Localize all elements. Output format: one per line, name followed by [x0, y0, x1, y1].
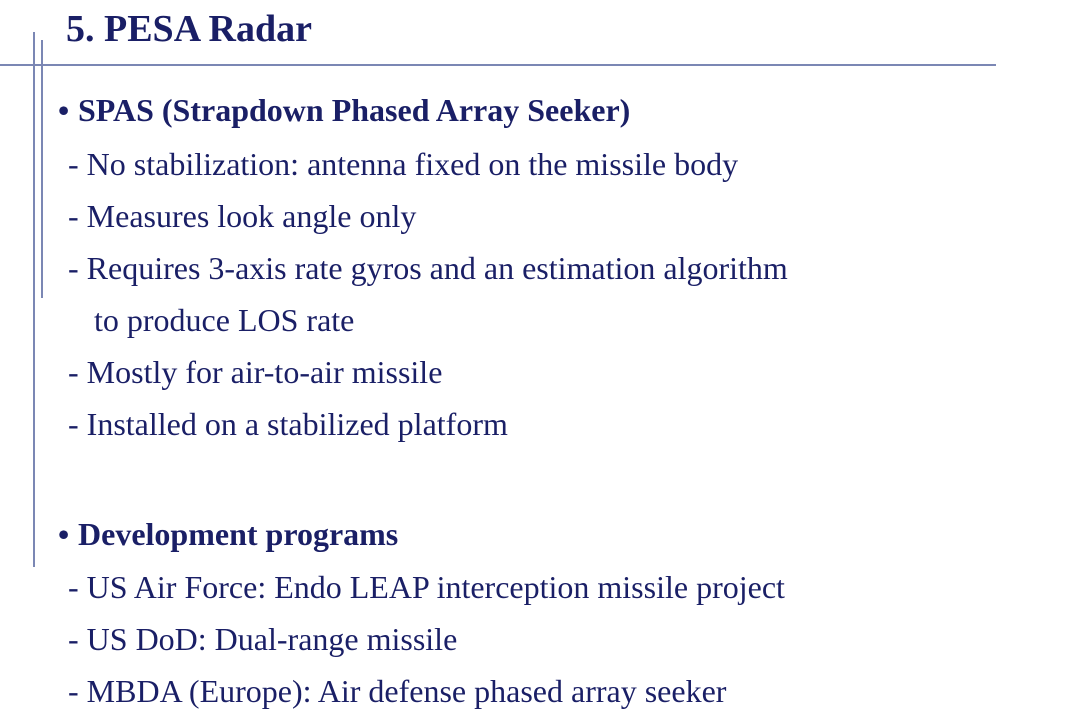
section-heading-text: SPAS (Strapdown Phased Array Seeker)	[78, 92, 631, 128]
list-item: - US DoD: Dual-range missile	[68, 621, 458, 657]
list-item-continuation: to produce LOS rate	[94, 302, 355, 338]
section-heading-text: Development programs	[78, 516, 399, 552]
bullet-icon: •	[58, 516, 70, 552]
list-item: - MBDA (Europe): Air defense phased array seeker	[68, 673, 727, 709]
bullet-icon: •	[58, 92, 70, 128]
section-heading-development	[58, 514, 398, 554]
left-vertical-rule	[33, 32, 35, 567]
left-vertical-rule-inner	[41, 40, 43, 298]
list-item: - No stabilization: antenna fixed on the missile body	[68, 146, 739, 182]
list-item: - Mostly for air-to-air missile	[68, 354, 443, 390]
list-item: - Installed on a stabilized platform	[68, 406, 508, 442]
list-item: - Requires 3-axis rate gyros and an estimation algorithm	[68, 250, 788, 286]
slide-title: 5. PESA Radar	[66, 8, 312, 50]
title-underline-rule	[0, 64, 996, 66]
section-heading-spas	[58, 90, 630, 130]
list-item: - Measures look angle only	[68, 198, 417, 234]
list-item: - US Air Force: Endo LEAP interception missile project	[68, 569, 785, 605]
